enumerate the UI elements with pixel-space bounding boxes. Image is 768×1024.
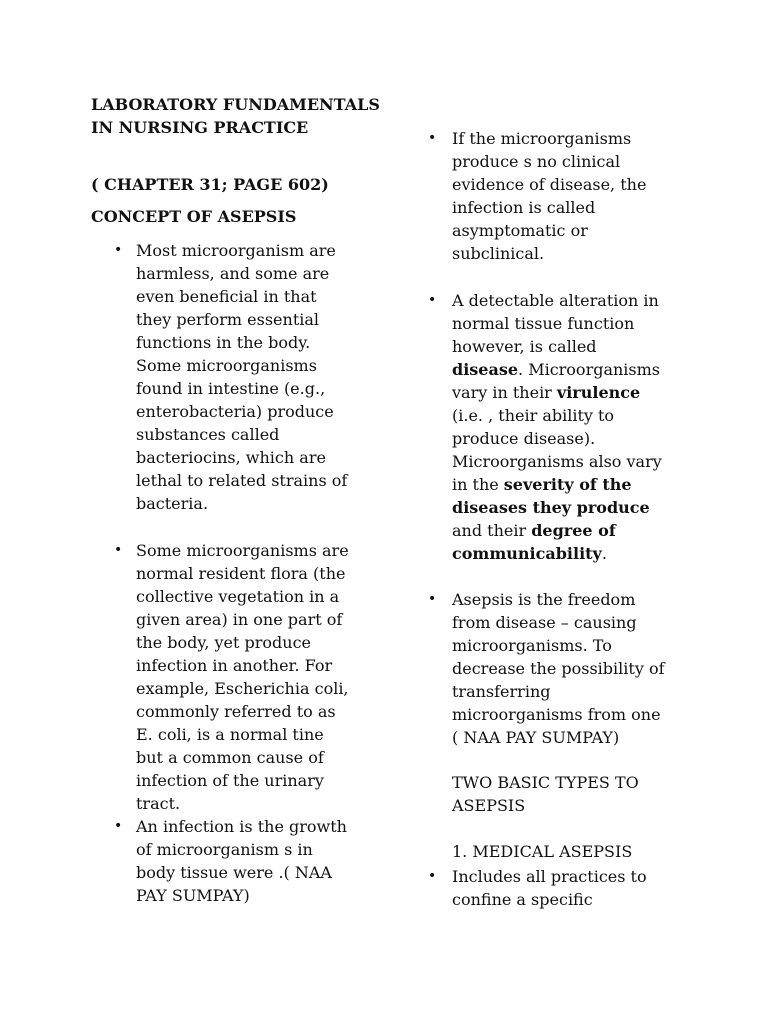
list-item-text: If the microorganisms produce s no clinical evidence of disease, the infection is called asymptomatic or subclinical. [452, 129, 647, 263]
bullet-icon: • [114, 818, 123, 834]
list-item-text: Includes all practices to confine a specific [452, 867, 647, 909]
chapter-reference: ( CHAPTER 31; PAGE 602) [91, 175, 329, 194]
term-severity: severity of the [503, 475, 632, 494]
list-item-text: Some microorganisms are normal resident flora (the collective vegetation in a given area) in one part of the body, yet produce infection in another. For example, Escherichia coli, commonly referred to as E. coli, is a normal tine but a common cause of infection of the urinary tract. [136, 541, 349, 813]
medical-asepsis-heading: 1. MEDICAL ASEPSIS [452, 842, 633, 861]
bullet-icon: • [428, 292, 437, 308]
bullet-icon: • [114, 242, 123, 258]
term-communicability: communicability [452, 544, 602, 563]
section-heading: CONCEPT OF ASEPSIS [91, 207, 297, 226]
term-diseases-produce: diseases they produce [452, 498, 650, 517]
list-item-text: Most microorganism are harmless, and some are even beneficial in that they perform essential functions in the body. Some microorganisms found in intestine (e.g., enterobacteria) produce substances called bacteriocins, which are lethal to related strains of bacteria. [136, 241, 348, 513]
list-item-text: Asepsis is the freedom from disease – causing microorganisms. To decrease the possibility of transferring microorganisms from one ( NAA PAY SUMPAY) [452, 590, 665, 747]
bullet-icon: • [428, 591, 437, 607]
term-disease: disease [452, 360, 519, 379]
bullet-icon: • [114, 542, 123, 558]
types-heading: TWO BASIC TYPES TO ASEPSIS [452, 773, 639, 815]
list-item-text: A detectable alteration in normal tissue function however, is called disease. Microorganisms vary in their virulence (i.e. , their ability to produce disease). Microorganisms also vary in the severity of the diseases they produce and their degree of communicability. [452, 291, 662, 563]
document-title: LABORATORY FUNDAMENTALS IN NURSING PRACTICE [91, 95, 380, 137]
list-item-text: An infection is the growth of microorganism s in body tissue were .( NAA PAY SUMPAY) [136, 817, 347, 905]
term-virulence: virulence [556, 383, 641, 402]
term-degree: degree of [531, 521, 616, 540]
bullet-icon: • [428, 868, 437, 884]
bullet-icon: • [428, 130, 437, 146]
